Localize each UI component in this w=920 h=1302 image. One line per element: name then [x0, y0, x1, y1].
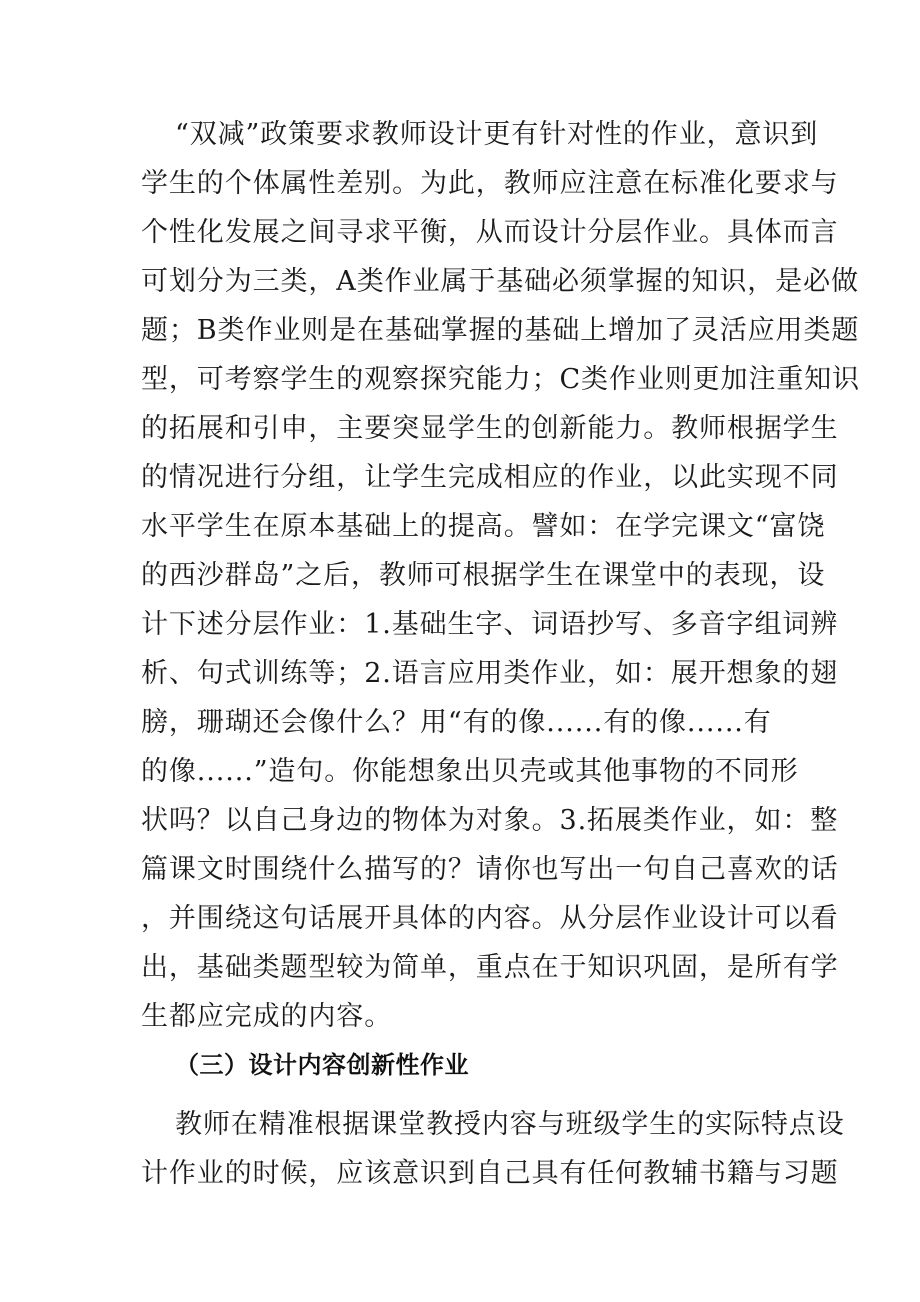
paragraph-line: 的西沙群岛”之后，教师可根据学生在课堂中的表现，设: [141, 560, 826, 591]
paragraph-line: 的情况进行分组，让学生完成相应的作业，以此实现不同: [141, 462, 839, 493]
paragraph-line: 学生的个体属性差别。为此，教师应注意在标准化要求与: [141, 168, 839, 199]
paragraph-line: 膀，珊瑚还会像什么？用“有的像......有的像......有: [141, 707, 772, 738]
section-heading: （三）设计内容创新性作业: [175, 1051, 469, 1079]
paragraph-line: 型，可考察学生的观察探究能力；C类作业则更加注重知识: [141, 364, 861, 395]
paragraph-line: 篇课文时围绕什么描写的？请你也写出一句自己喜欢的话: [141, 854, 839, 885]
paragraph-line: 的拓展和引申，主要突显学生的创新能力。教师根据学生: [141, 413, 839, 444]
paragraph-line: 题；B类作业则是在基础掌握的基础上增加了灵活应用类题: [141, 315, 860, 346]
paragraph-line: 析、句式训练等；2.语言应用类作业，如：展开想象的翅: [141, 658, 839, 689]
paragraph-line: ，并围绕这句话展开具体的内容。从分层作业设计可以看: [141, 903, 839, 934]
paragraph-line: 计作业的时候，应该意识到自己具有任何教辅书籍与习题: [141, 1158, 839, 1189]
paragraph-line: 个性化发展之间寻求平衡，从而设计分层作业。具体而言: [141, 217, 839, 248]
paragraph-line: 出，基础类题型较为简单，重点在于知识巩固，是所有学: [141, 952, 839, 983]
paragraph-line: 状吗？以自己身边的物体为对象。3.拓展类作业，如：整: [141, 805, 839, 836]
paragraph-line: “双减”政策要求教师设计更有针对性的作业，意识到: [175, 119, 819, 150]
paragraph-line: 计下述分层作业：1.基础生字、词语抄写、多音字组词辨: [141, 609, 839, 640]
paragraph-line: 教师在精准根据课堂教授内容与班级学生的实际特点设: [175, 1109, 845, 1140]
paragraph-line: 可划分为三类，A类作业属于基础必须掌握的知识，是必做: [141, 266, 859, 297]
paragraph-line: 的像......”造句。你能想象出贝壳或其他事物的不同形: [141, 756, 799, 787]
paragraph-line: 生都应完成的内容。: [141, 1001, 393, 1032]
paragraph-line: 水平学生在原本基础上的提高。譬如：在学完课文“富饶: [141, 511, 826, 542]
